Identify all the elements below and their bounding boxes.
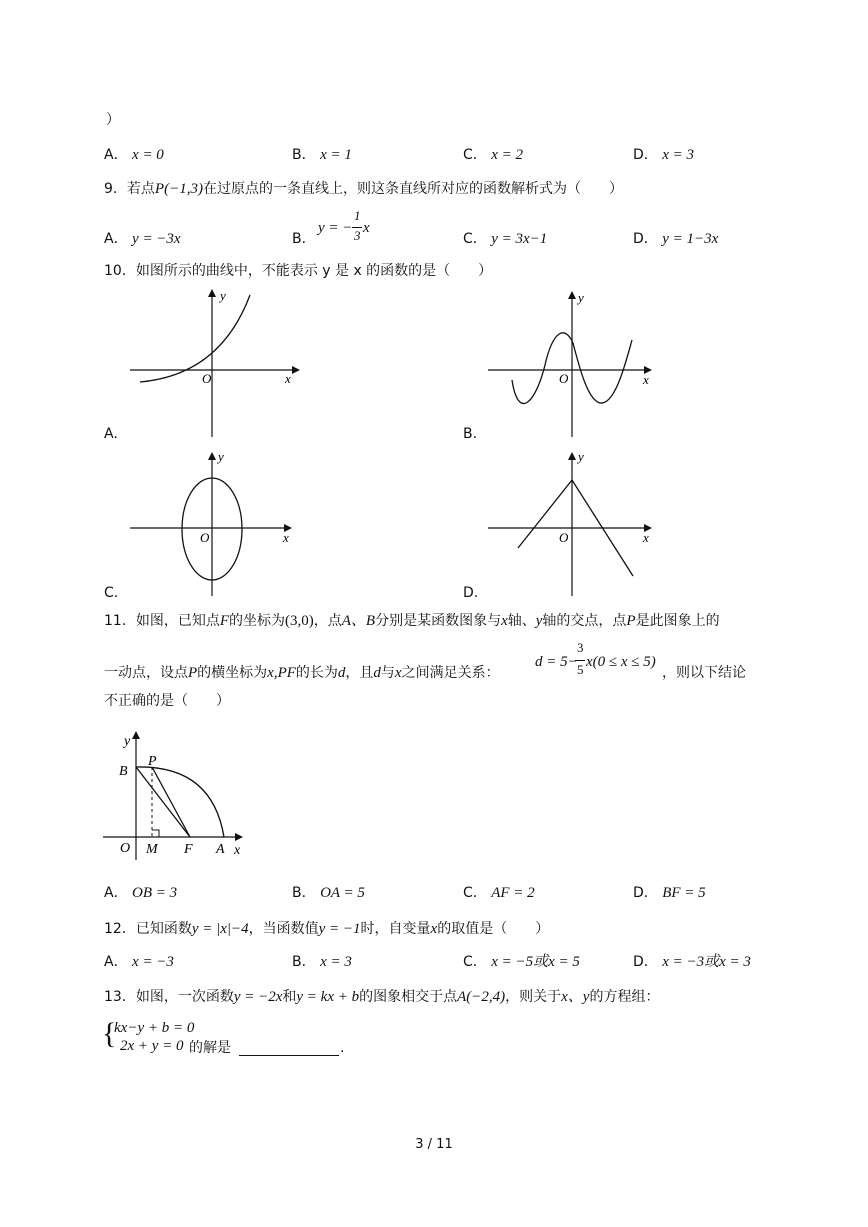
x-label: x bbox=[643, 372, 649, 387]
origin-label: O bbox=[202, 371, 212, 386]
curve bbox=[140, 295, 250, 382]
q10-graph-a bbox=[120, 285, 310, 440]
q11-option-d[interactable]: D． BF = 5 bbox=[633, 885, 706, 901]
q12-option-a[interactable]: A． x = −3 bbox=[104, 954, 174, 970]
fig-y-label: y bbox=[124, 734, 131, 749]
origin-label: O bbox=[559, 530, 569, 545]
x-arrow-icon bbox=[235, 833, 243, 841]
y-label: y bbox=[578, 449, 584, 464]
q10-graph-b bbox=[480, 285, 670, 440]
q11-stem-line3: 不正确的是（ ） bbox=[104, 693, 230, 709]
q11-stem-line2-tail: ，则以下结论 bbox=[662, 665, 746, 681]
x-label: x bbox=[285, 371, 291, 386]
y-arrow-icon bbox=[568, 452, 576, 460]
q11-stem-line2: 一动点，设点P的横坐标为x,PF的长为d，且d与x之间满足关系： bbox=[104, 665, 500, 681]
x-label: x bbox=[283, 530, 289, 545]
y-arrow-icon bbox=[568, 291, 576, 299]
origin-label: O bbox=[559, 371, 569, 386]
q10-graph-d bbox=[480, 448, 670, 598]
q10-option-d[interactable]: D. bbox=[463, 585, 479, 601]
segment-bf bbox=[136, 767, 190, 837]
q13-equation-system: { kx−y + b = 0 2x + y = 0 的解是 . bbox=[102, 1017, 345, 1056]
fig-p-label: P bbox=[148, 754, 157, 769]
q10-option-b[interactable]: B. bbox=[463, 426, 478, 442]
q9-option-b[interactable]: B． bbox=[292, 231, 316, 247]
fig-b-label: B bbox=[119, 764, 128, 779]
fraction-bar bbox=[575, 660, 585, 661]
origin-label: O bbox=[200, 530, 210, 545]
q11-relation-formula: d = 5− 3 5 x(0 ≤ x ≤ 5) bbox=[535, 640, 656, 677]
y-arrow-icon bbox=[132, 731, 140, 739]
q11-option-b[interactable]: B． OA = 5 bbox=[292, 885, 365, 901]
q9-option-d[interactable]: D． y = 1−3x bbox=[633, 231, 719, 247]
q10-graph-c bbox=[120, 448, 310, 598]
right-angle-mark bbox=[152, 830, 159, 837]
x-arrow-icon bbox=[292, 366, 300, 374]
fig-o-label: O bbox=[120, 841, 131, 856]
q10-option-a[interactable]: A. bbox=[104, 426, 118, 442]
q12-stem: 12．已知函数y = |x|−4，当函数值y = −1时，自变量x的取值是（ ） bbox=[104, 921, 550, 937]
q12-option-d[interactable]: D． x = −3或x = 3 bbox=[633, 954, 751, 970]
q8-tail: ） bbox=[106, 112, 120, 128]
q8-option-a[interactable]: A． x = 0 bbox=[104, 147, 164, 163]
x-label: x bbox=[643, 530, 649, 545]
y-arrow-icon bbox=[208, 452, 216, 460]
y-label: y bbox=[220, 288, 226, 303]
q8-option-d[interactable]: D． x = 3 bbox=[633, 147, 695, 163]
q11-stem-line1: 11．如图，已知点F的坐标为(3,0)，点A、B分别是某函数图象与x轴、y轴的交点，点P是此图象上的 bbox=[104, 613, 720, 629]
q11-option-c[interactable]: C． AF = 2 bbox=[463, 885, 535, 901]
q10-stem: 10．如图所示的曲线中，不能表示 y 是 x 的函数的是（ ） bbox=[104, 263, 493, 279]
q11-figure bbox=[100, 725, 260, 860]
q9-option-a[interactable]: A． y = −3x bbox=[104, 231, 181, 247]
fig-a-label: A bbox=[216, 842, 225, 857]
q9-stem: 9．若点P(−1,3)在过原点的一条直线上，则这条直线所对应的函数解析式为（ ） bbox=[104, 181, 623, 197]
segment-pf bbox=[152, 767, 190, 837]
q12-option-c[interactable]: C． x = −5或x = 5 bbox=[463, 954, 580, 970]
brace-icon: { bbox=[102, 1017, 117, 1050]
q13-stem: 13．如图，一次函数y = −2x和y = kx + b的图象相交于点A(−2,4)，则关于x、y的方程组： bbox=[104, 989, 660, 1005]
q12-option-b[interactable]: B． x = 3 bbox=[292, 954, 352, 970]
q11-option-a[interactable]: A． OB = 3 bbox=[104, 885, 178, 901]
q8-option-c[interactable]: C． x = 2 bbox=[463, 147, 524, 163]
answer-blank[interactable] bbox=[239, 1055, 339, 1056]
q10-option-c[interactable]: C. bbox=[104, 585, 119, 601]
page-number: 3 / 11 bbox=[415, 1137, 453, 1152]
y-label: y bbox=[218, 449, 224, 464]
fig-f-label: F bbox=[184, 842, 193, 857]
q9-option-c[interactable]: C． y = 3x−1 bbox=[463, 231, 548, 247]
curve bbox=[136, 767, 224, 837]
y-arrow-icon bbox=[208, 289, 216, 297]
fig-m-label: M bbox=[146, 842, 158, 857]
y-label: y bbox=[578, 290, 584, 305]
fig-x-label: x bbox=[234, 843, 241, 858]
q8-option-b[interactable]: B． x = 1 bbox=[292, 147, 352, 163]
